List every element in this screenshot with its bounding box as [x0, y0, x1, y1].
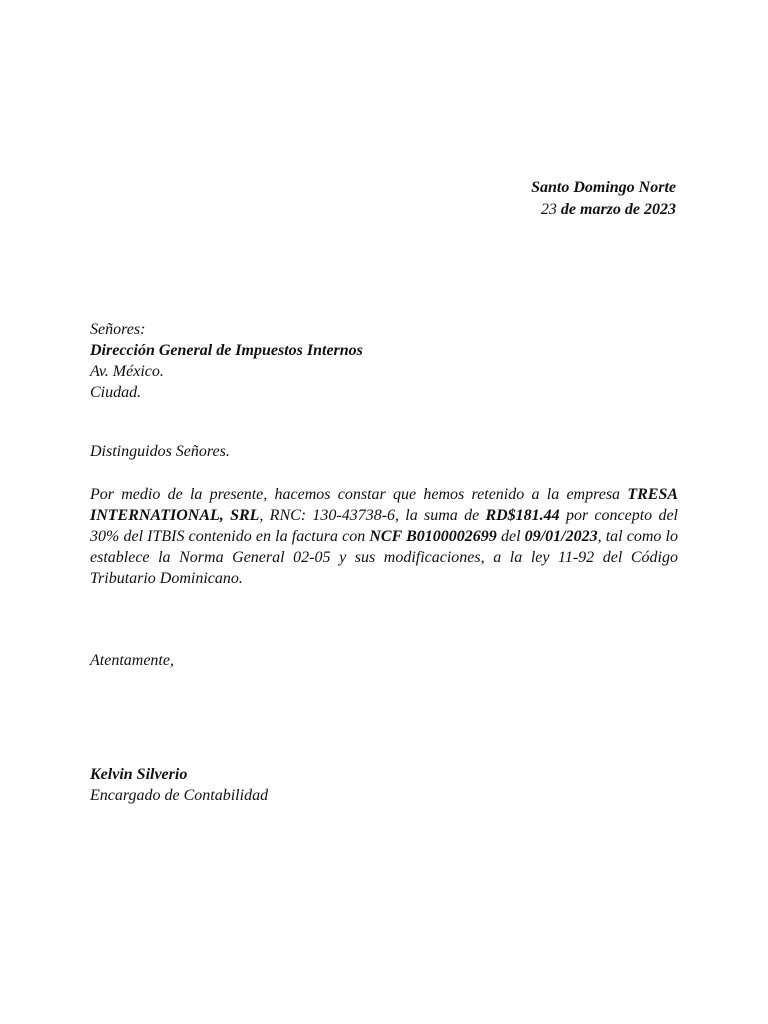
- addressee-organization: Dirección General de Impuestos Internos: [90, 342, 363, 359]
- body-rnc: , RNC: 130-43738-6, la suma de: [259, 507, 486, 524]
- addressee-greeting: Señores:: [90, 321, 146, 338]
- body-concept: por concepto del 30% del ITBIS contenido en la factura con: [90, 507, 678, 545]
- body-intro: Por medio de la presente, hacemos constar que hemos retenido a la empresa: [90, 486, 621, 503]
- date-day: 23: [540, 201, 557, 218]
- body-company: TRESA INTERNATIONAL, SRL: [90, 486, 679, 524]
- body-ncf: NCF B0100002699: [369, 528, 497, 545]
- body-closing-text: , tal como lo establece la Norma General 02-05 y sus modificaciones, a la ley 11-92 del Código Tributario Dominicano.: [90, 528, 679, 587]
- signature-name: Kelvin Silverio: [90, 766, 188, 783]
- body-del: del: [496, 528, 525, 545]
- date-block: [531, 177, 676, 221]
- addressee-city: Ciudad.: [90, 384, 142, 401]
- body-paragraph: [90, 484, 678, 589]
- signature-title: Encargado de Contabilidad: [90, 787, 269, 804]
- date-rest: de marzo de 2023: [556, 201, 676, 218]
- body-invoice-date: 09/01/2023: [524, 528, 598, 545]
- salutation: Distinguidos Señores.: [90, 443, 230, 460]
- body-amount: RD$181.44: [485, 507, 560, 524]
- date-line: [531, 199, 676, 221]
- place-line: Santo Domingo Norte: [531, 179, 676, 196]
- closing: Atentamente,: [90, 652, 174, 669]
- addressee-street: Av. México.: [90, 363, 164, 380]
- signature-block: [90, 764, 268, 806]
- addressee-block: [90, 319, 363, 403]
